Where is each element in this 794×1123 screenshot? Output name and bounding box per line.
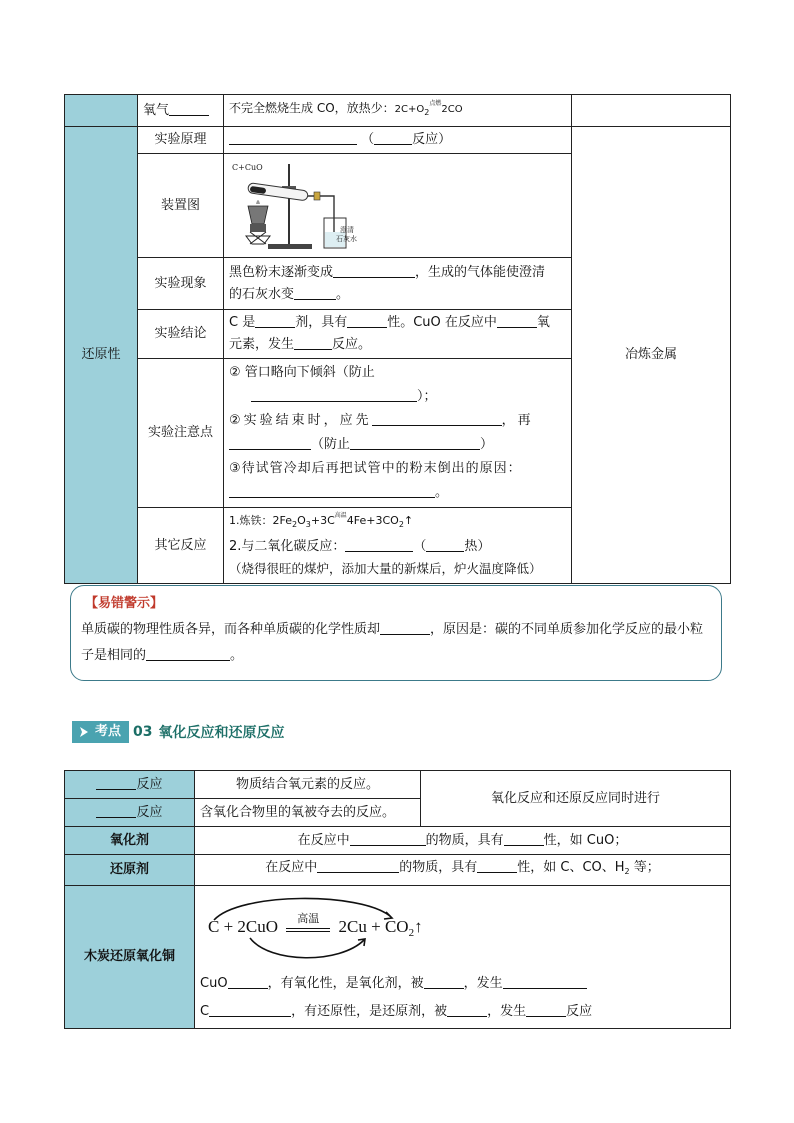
- text: （烧得很旺的煤炉，添加大量的新煤后，炉火温度降低）: [229, 561, 542, 576]
- reducing-property-table: [64, 94, 731, 584]
- eq-part: ↑: [403, 514, 414, 527]
- reaction2-label-cell: [65, 799, 195, 827]
- eq-part: O: [297, 514, 306, 527]
- text: 氧: [536, 315, 550, 330]
- text: 的物质，具有: [425, 832, 504, 848]
- answer-blank[interactable]: [374, 131, 412, 145]
- reductant-label: 还原剂: [109, 862, 149, 877]
- reductant-label-cell: [65, 855, 195, 886]
- eq-part: 2CO: [441, 104, 463, 115]
- answer-blank[interactable]: [380, 621, 430, 635]
- stand-rod: [288, 164, 290, 244]
- conclusion-cell: [224, 310, 572, 359]
- blank-cell: [65, 95, 138, 127]
- text: ，有氧化性，是氧化剂，被: [267, 976, 424, 991]
- eq-condition: 高温: [334, 512, 347, 519]
- reaction1-desc: 物质结合氧元素的反应。: [235, 776, 379, 792]
- reductant-desc-cell: [195, 855, 731, 886]
- text: 单质碳的物理性质各异，而各种单质碳的化学性质却: [81, 622, 381, 637]
- reducing-label-cell: [65, 127, 138, 584]
- text: ）；: [417, 389, 437, 404]
- answer-blank[interactable]: [228, 975, 268, 989]
- text: 的石灰水变: [229, 286, 295, 302]
- answer-blank[interactable]: [503, 975, 587, 989]
- answer-blank[interactable]: [350, 832, 426, 846]
- simultaneous-text: 氧化反应和还原反应同时进行: [490, 790, 660, 806]
- apparatus-label: 装置图: [160, 197, 200, 213]
- eq-sub: 2: [408, 927, 415, 939]
- oxidant-label-cell: [65, 827, 195, 855]
- text: ，发生: [487, 1004, 527, 1019]
- oxygen-label: 氧气: [143, 102, 170, 118]
- answer-blank[interactable]: [229, 484, 435, 498]
- text: 元素，发生: [229, 337, 295, 352]
- answer-blank[interactable]: [294, 286, 336, 300]
- oxygen-desc-cell: [224, 95, 572, 127]
- answer-blank[interactable]: [229, 131, 357, 145]
- warning-box: [70, 585, 722, 681]
- text: ③待试管冷却后再把试管中的粉末倒出的原因：: [229, 461, 522, 476]
- section-tag-label: 考点: [95, 724, 122, 739]
- eq-right: 2Cu + CO: [338, 917, 409, 936]
- other-label: 其它反应: [154, 537, 207, 553]
- lamp-stand: [246, 236, 270, 244]
- equation-block: [200, 890, 725, 968]
- oxygen-desc: 不完全燃烧生成 CO，放热少：: [229, 101, 395, 115]
- section-title: 氧化反应和还原反应: [158, 725, 285, 741]
- principle-label: 实验原理: [154, 132, 207, 147]
- lamp-stand-cross: [250, 232, 266, 244]
- use-label: 冶炼金属: [624, 347, 677, 362]
- answer-blank[interactable]: [447, 1003, 487, 1017]
- gas-arrow: ↑: [414, 917, 423, 936]
- text: （: [413, 539, 427, 554]
- answer-blank[interactable]: [347, 314, 387, 328]
- answer-blank[interactable]: [96, 776, 136, 790]
- principle-text: 反应）: [412, 132, 452, 147]
- carbon-reduction-cell: [195, 886, 731, 1029]
- phenomena-label-cell: [138, 258, 224, 310]
- cuo-label: C+CuO: [232, 162, 263, 172]
- redox-table: [64, 770, 731, 1029]
- text: 等；: [629, 860, 660, 875]
- answer-blank[interactable]: [350, 436, 480, 450]
- answer-blank[interactable]: [251, 388, 417, 402]
- eq-part: 2C+O: [394, 104, 425, 115]
- apparatus-diagram: [228, 158, 368, 254]
- oxygen-label-cell: [138, 95, 224, 127]
- eq-sub: 3: [305, 520, 311, 529]
- eq-part: 1.炼铁：2Fe: [229, 514, 292, 527]
- text: CuO: [200, 976, 228, 991]
- notes-label-cell: [138, 359, 224, 508]
- notes-cell: [224, 359, 572, 508]
- text: 的物质，具有: [399, 860, 478, 875]
- answer-blank[interactable]: [477, 859, 517, 873]
- answer-blank[interactable]: [294, 336, 332, 350]
- equation-notes: [200, 970, 725, 1026]
- text: ，生成的气体能使澄清: [415, 264, 546, 280]
- reaction2-label: 反应: [136, 804, 163, 820]
- answer-blank[interactable]: [209, 1003, 291, 1017]
- eq-sub: 2: [398, 520, 404, 529]
- eq-part: +3C: [310, 514, 335, 527]
- section-heading: [72, 721, 285, 743]
- reaction2-desc: 含氧化合物里的氧被夺去的反应。: [200, 804, 396, 820]
- answer-blank[interactable]: [255, 314, 295, 328]
- section-tag: [72, 721, 129, 743]
- answer-blank[interactable]: [96, 804, 136, 818]
- principle-label-cell: [138, 127, 224, 154]
- apparatus-cell: [224, 154, 572, 258]
- arrow-icon: [78, 726, 90, 738]
- carbon-reduction-label: 木炭还原氧化铜: [83, 949, 175, 964]
- text: ）: [480, 437, 494, 452]
- text: 热）: [464, 539, 491, 554]
- text: 剂，具有: [295, 315, 348, 330]
- text: 性，如 C、CO、H: [517, 860, 625, 875]
- eq-left: C + 2CuO: [208, 917, 279, 936]
- stand-base: [268, 244, 312, 249]
- answer-blank[interactable]: [169, 102, 209, 116]
- reducing-label: 还原性: [81, 347, 121, 362]
- text: ，发生: [463, 976, 503, 991]
- answer-blank[interactable]: [504, 832, 544, 846]
- answer-blank[interactable]: [317, 859, 399, 873]
- reaction1-label: 反应: [136, 776, 163, 792]
- principle-cell: [224, 127, 572, 154]
- other-label-cell: [138, 508, 224, 584]
- section-number: 03: [133, 724, 153, 740]
- limewater-label-2: 石灰水: [336, 234, 357, 243]
- blank-cell: [572, 95, 731, 127]
- lamp-cover: [248, 206, 268, 224]
- oxidant-desc-cell: [195, 827, 731, 855]
- text: ② 管口略向下倾斜（防止: [229, 365, 375, 380]
- phenomena-label: 实验现象: [154, 275, 207, 291]
- eq-sub: 2: [424, 108, 430, 117]
- eq-part: 4Fe+3CO: [346, 514, 399, 527]
- use-cell: [572, 127, 731, 584]
- text: 反应: [566, 1004, 593, 1019]
- text: 黑色粉末逐渐变成: [229, 264, 334, 280]
- answer-blank[interactable]: [526, 1003, 566, 1017]
- sub: 2: [624, 867, 630, 876]
- rubber-stopper: [314, 192, 320, 200]
- conclusion-label: 实验结论: [154, 326, 207, 341]
- text: 反应。: [332, 337, 372, 352]
- reaction1-desc-cell: [195, 771, 421, 799]
- oxidant-label: 氧化剂: [109, 832, 149, 848]
- reaction2-desc-cell: [195, 799, 421, 827]
- delivery-tube: [308, 196, 334, 238]
- answer-blank[interactable]: [372, 412, 502, 426]
- text: 性，如 CuO；: [543, 832, 628, 848]
- text: （防止: [311, 437, 351, 452]
- carbon-reduction-label-cell: [65, 886, 195, 1029]
- paren: （: [361, 132, 375, 147]
- text: C: [200, 1004, 210, 1019]
- text: 。: [230, 648, 244, 663]
- text: ，有还原性，是还原剂，被: [291, 1004, 448, 1019]
- answer-blank[interactable]: [229, 436, 311, 450]
- equation: [208, 912, 423, 944]
- text: 2.与二氧化碳反应：: [229, 539, 346, 554]
- eq-sub: 2: [292, 520, 298, 529]
- answer-blank[interactable]: [426, 538, 464, 552]
- text: C 是: [229, 315, 256, 330]
- text: ②实验结束时，应先: [229, 413, 372, 428]
- simultaneous-cell: [421, 771, 731, 827]
- answer-blank[interactable]: [333, 264, 415, 278]
- reaction1-label-cell: [65, 771, 195, 799]
- apparatus-label-cell: [138, 154, 224, 258]
- answer-blank[interactable]: [345, 538, 413, 552]
- answer-blank[interactable]: [424, 975, 464, 989]
- limewater-label-1: 澄清: [340, 225, 354, 234]
- phenomena-cell: [224, 258, 572, 310]
- lamp-body: [250, 224, 266, 232]
- text: 性。CuO 在反应中: [387, 315, 497, 330]
- test-tube: [248, 182, 309, 200]
- text: ，原因是：碳的不同单质参加化学反应的最小粒子是相同的: [81, 622, 704, 663]
- eq-condition: 点燃: [429, 100, 442, 107]
- flame: [256, 200, 260, 204]
- warning-text: [81, 617, 711, 669]
- conclusion-label-cell: [138, 310, 224, 359]
- text: 。: [435, 485, 449, 500]
- other-cell: [224, 508, 572, 584]
- text: 在反应中: [297, 832, 350, 848]
- eq-condition-wrap: [286, 912, 330, 932]
- answer-blank[interactable]: [497, 314, 537, 328]
- text: 。: [336, 286, 350, 302]
- text: 在反应中: [265, 860, 318, 875]
- eq-condition: 高温: [297, 912, 320, 925]
- warning-title: 【易错警示】: [85, 596, 164, 611]
- text: ，再: [501, 413, 534, 428]
- notes-label: 实验注意点: [147, 425, 213, 440]
- answer-blank[interactable]: [146, 647, 230, 661]
